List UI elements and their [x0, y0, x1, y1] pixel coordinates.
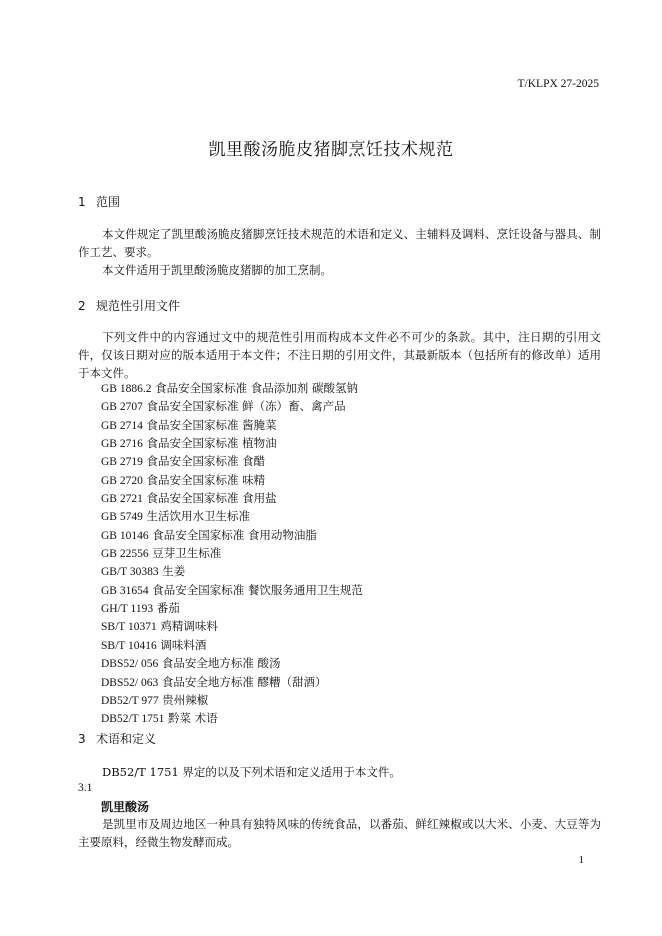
reference-item: GB 2707 食品安全国家标准 鲜（冻）畜、禽产品	[101, 399, 346, 414]
scope-paragraph-1: 本文件规定了凯里酸汤脆皮猪脚烹饪技术规范的术语和定义、主辅料及调料、烹饪设备与器具、制作工艺、要求。	[78, 227, 601, 259]
reference-item: GB 2719 食品安全国家标准 食醋	[101, 454, 266, 469]
reference-item: DBS52/ 063 食品安全地方标准 醪糟（甜酒）	[101, 674, 327, 689]
reference-item: GB 2720 食品安全国家标准 味精	[101, 472, 266, 487]
reference-item: GB 2716 食品安全国家标准 植物油	[101, 436, 277, 451]
terms-intro-paragraph: DB52/T 1751 界定的以及下列术语和定义适用于本文件。	[102, 765, 401, 779]
page-number: 1	[578, 854, 584, 866]
scope-paragraph-2: 本文件适用于凯里酸汤脆皮猪脚的加工烹制。	[102, 263, 332, 277]
section-title: 规范性引用文件	[96, 299, 181, 313]
reference-item: GB 1886.2 食品安全国家标准 食品添加剂 碳酸氢钠	[101, 381, 358, 395]
reference-item: GB 5749 生活饮用水卫生标准	[101, 509, 251, 524]
section-heading-normative-references	[78, 297, 180, 314]
references-intro-paragraph: 下列文件中的内容通过文中的规范性引用而构成本文件必不可少的条款。其中，注日期的引用文件，仅该日期对应的版本适用于本文件；不注日期的引用文件，其最新版本（包括所有的修改单）适用于本文件。	[78, 330, 601, 380]
section-heading-scope	[78, 193, 120, 210]
reference-item: DB52/T 1751 黔菜 术语	[101, 711, 218, 726]
reference-item: GB 2721 食品安全国家标准 食用盐	[101, 491, 277, 506]
term-definition: 是凯里市及周边地区一种具有独特风味的传统食品，以番茄、鲜红辣椒或以大米、小麦、大豆等为主要原料，经微生物发酵而成。	[78, 817, 601, 849]
section-number: 3	[78, 732, 86, 746]
section-title: 术语和定义	[96, 732, 157, 746]
section-title: 范围	[96, 195, 121, 209]
clause-number: 3.1	[78, 782, 93, 794]
term-name: 凯里酸汤	[101, 800, 150, 814]
reference-item: DB52/T 977 贵州辣椒	[101, 692, 209, 707]
reference-item: GB 31654 食品安全国家标准 餐饮服务通用卫生规范	[101, 582, 363, 597]
document-title: 凯里酸汤脆皮猪脚烹饪技术规范	[208, 140, 454, 160]
reference-item: GH/T 1193 番茄	[101, 601, 180, 616]
section-number: 1	[78, 195, 86, 209]
reference-list	[101, 380, 363, 729]
section-number: 2	[78, 299, 86, 313]
reference-item: GB 10146 食品安全国家标准 食用动物油脂	[101, 527, 317, 542]
reference-item: DBS52/ 056 食品安全地方标准 酸汤	[101, 656, 281, 671]
reference-item: SB/T 10416 调味料酒	[101, 637, 207, 652]
reference-item: SB/T 10371 鸡精调味料	[101, 619, 218, 634]
section-heading-terms-definitions	[78, 730, 156, 747]
reference-item: GB/T 30383 生姜	[101, 564, 186, 579]
document-code: T/KLPX 27-2025	[517, 78, 599, 90]
reference-item: GB 2714 食品安全国家标准 酱腌菜	[101, 417, 277, 432]
reference-item: GB 22556 豆芽卫生标准	[101, 546, 222, 561]
